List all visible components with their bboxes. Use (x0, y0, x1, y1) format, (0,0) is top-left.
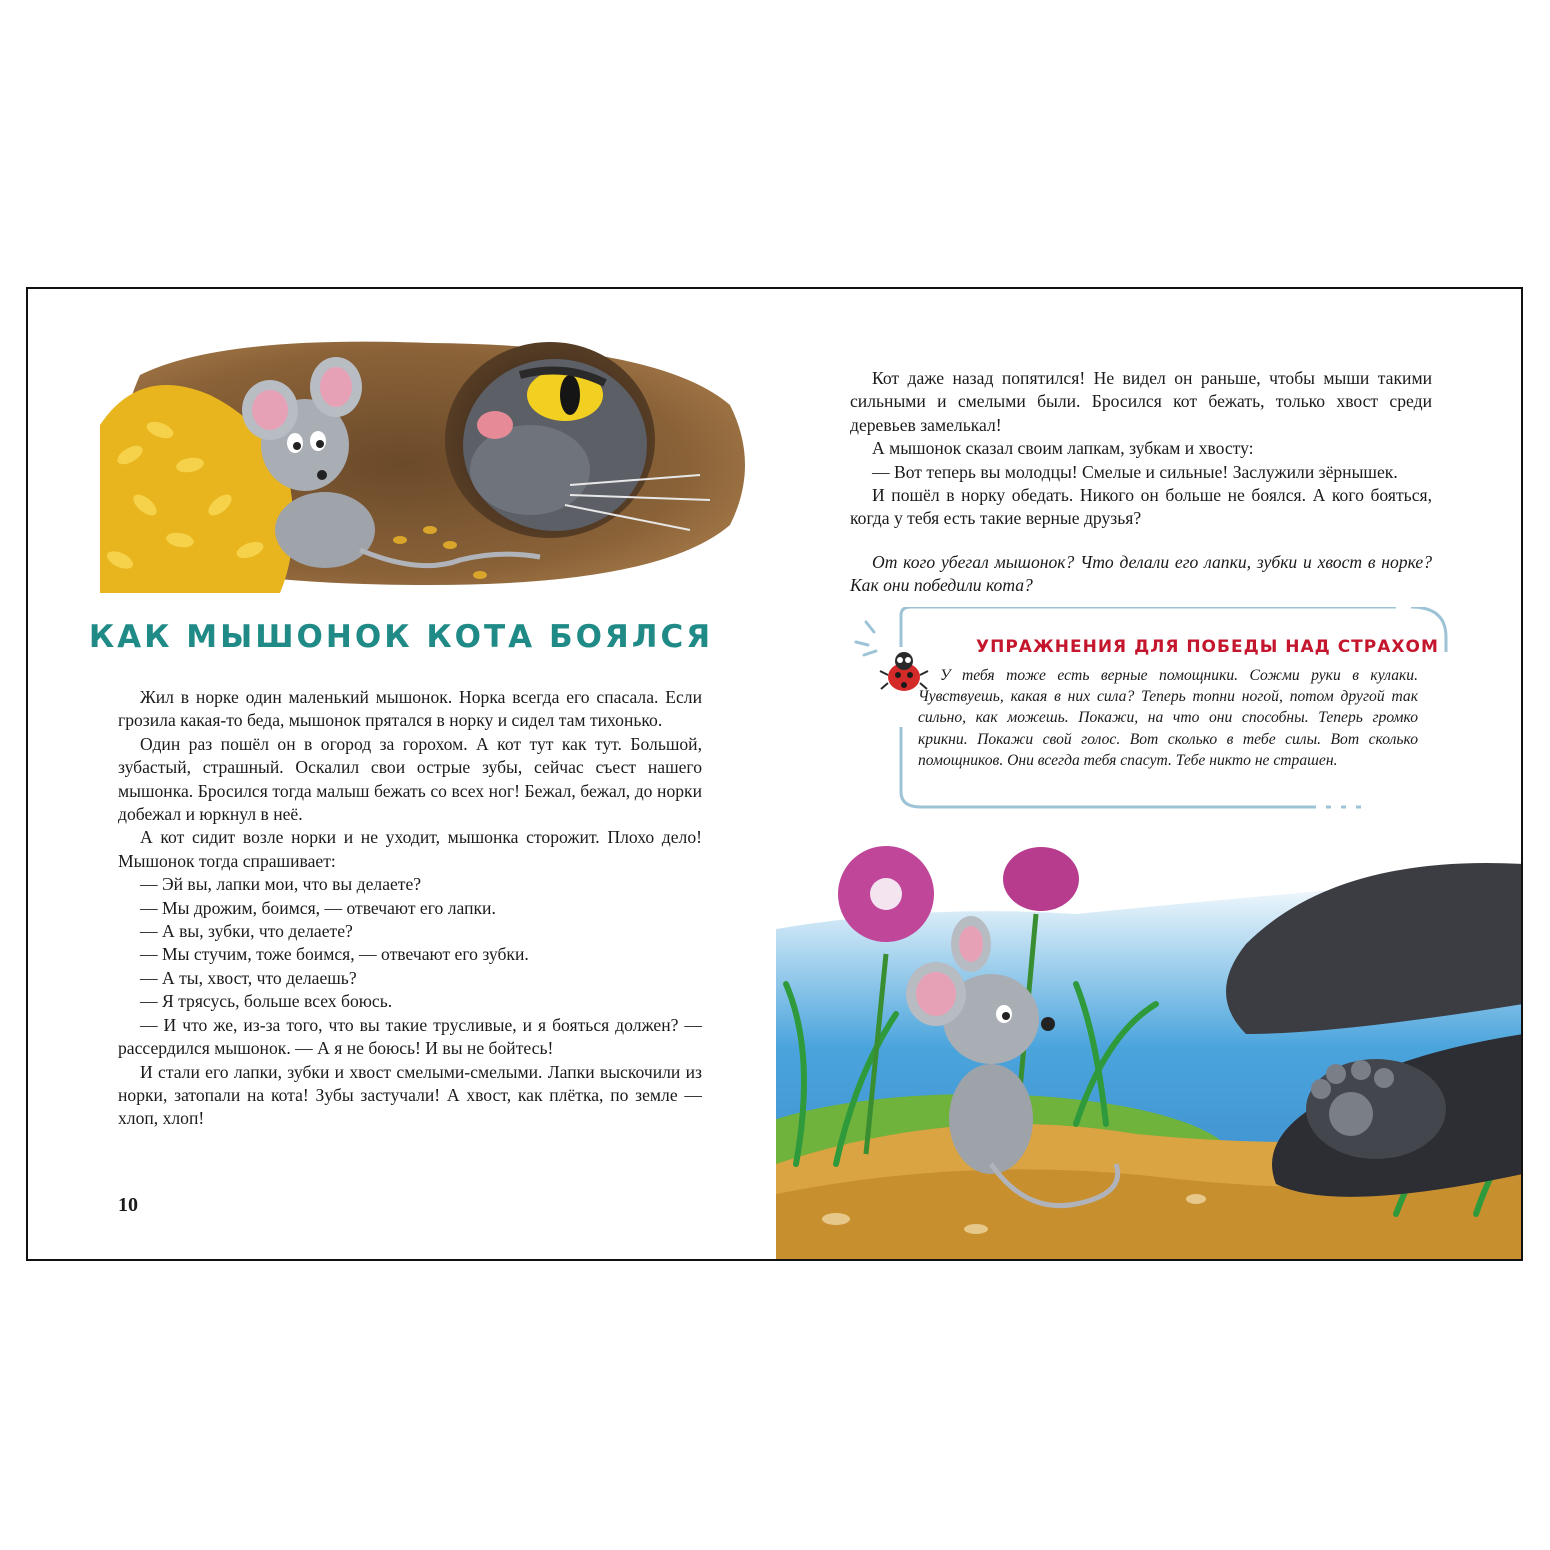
paragraph: Жил в норке один маленький мышонок. Норка всегда его спасала. Если грозила какая-то беда, мышонок прятался в норку и сидел там тихонько. (118, 687, 702, 731)
left-story-text (118, 686, 702, 1131)
exercise-title: УПРАЖНЕНИЯ ДЛЯ ПОБЕДЫ НАД СТРАХОМ (976, 637, 1439, 657)
dialogue-line: — Мы стучим, тоже боимся, — отвечают его зубки. (140, 944, 529, 965)
question-text: От кого убегал мышонок? Что делали его лапки, зубки и хвост в норке? Как они победили кота? (850, 552, 1432, 596)
book-spread (26, 287, 1523, 1261)
dialogue-line: — И что же, из-за того, что вы такие трусливые, и я бояться должен? — рассердился мышонок. — А я не боюсь! И вы не бойтесь! (118, 1014, 702, 1059)
paragraph: Один раз пошёл он в огород за горохом. А кот тут как тут. Большой, зубастый, страшный. Оскалил свои острые зубы, сейчас съест нашего мышонка. Бросился тогда малыш бежать со всех ног! Бежал, бежал, до норки добежал и юркнул в неё. (118, 733, 702, 825)
story-title: КАК МЫШОНОК КОТА БОЯЛСЯ (88, 619, 714, 655)
exercise-text-block (918, 665, 1418, 771)
page-number: 10 (118, 1194, 138, 1216)
meadow-illustration (776, 834, 1523, 1261)
burrow-illustration (100, 335, 756, 593)
dialogue-line: — Мы дрожим, боимся, — отвечают его лапки. (140, 897, 496, 918)
dialogue-line: — Эй вы, лапки мои, что вы делаете? (140, 874, 422, 895)
exercise-text: У тебя тоже есть верные помощники. Сожми руки в кулаки. Чувствуешь, какая в них сила? Теперь топни ногой, потом другой так сильно, как можешь. Покажи, на что они способны. Теперь громко крикни. Покажи свой голос. Вот сколько в тебе силы. Вот сколько помощников. Они всегда тебя спасут. Тебе никто не страшен. (918, 667, 1418, 769)
dialogue-line: — Я трясусь, больше всех боюсь. (140, 991, 393, 1012)
paragraph: А кот сидит возле норки и не уходит, мышонка сторожит. Плохо дело! Мышонок тогда спрашивает: (118, 827, 702, 871)
paragraph: И стали его лапки, зубки и хвост смелыми-смелыми. Лапки выскочили из норки, затопали на кота! Зубы застучали! А хвост, как плётка, по земле — хлоп, хлоп! (118, 1061, 702, 1129)
dialogue-line: — А ты, хвост, что делаешь? (140, 967, 357, 988)
question-block (850, 551, 1432, 598)
paragraph: Кот даже назад попятился! Не видел он раньше, чтобы мыши такими сильными и смелыми были. Бросился кот бежать, только хвост среди деревьев замелькал! (850, 368, 1432, 435)
dialogue-line: — А вы, зубки, что делаете? (140, 921, 353, 942)
paragraph: А мышонок сказал своим лапкам, зубкам и хвосту: (872, 438, 1254, 459)
dialogue-line: — Вот теперь вы молодцы! Смелые и сильные! Заслужили зёрнышек. (872, 461, 1398, 482)
paragraph: И пошёл в норку обедать. Никого он больше не боялся. А кого бояться, когда у тебя есть такие верные друзья? (850, 485, 1432, 529)
right-story-text (850, 367, 1432, 531)
exercise-box (846, 607, 1476, 825)
